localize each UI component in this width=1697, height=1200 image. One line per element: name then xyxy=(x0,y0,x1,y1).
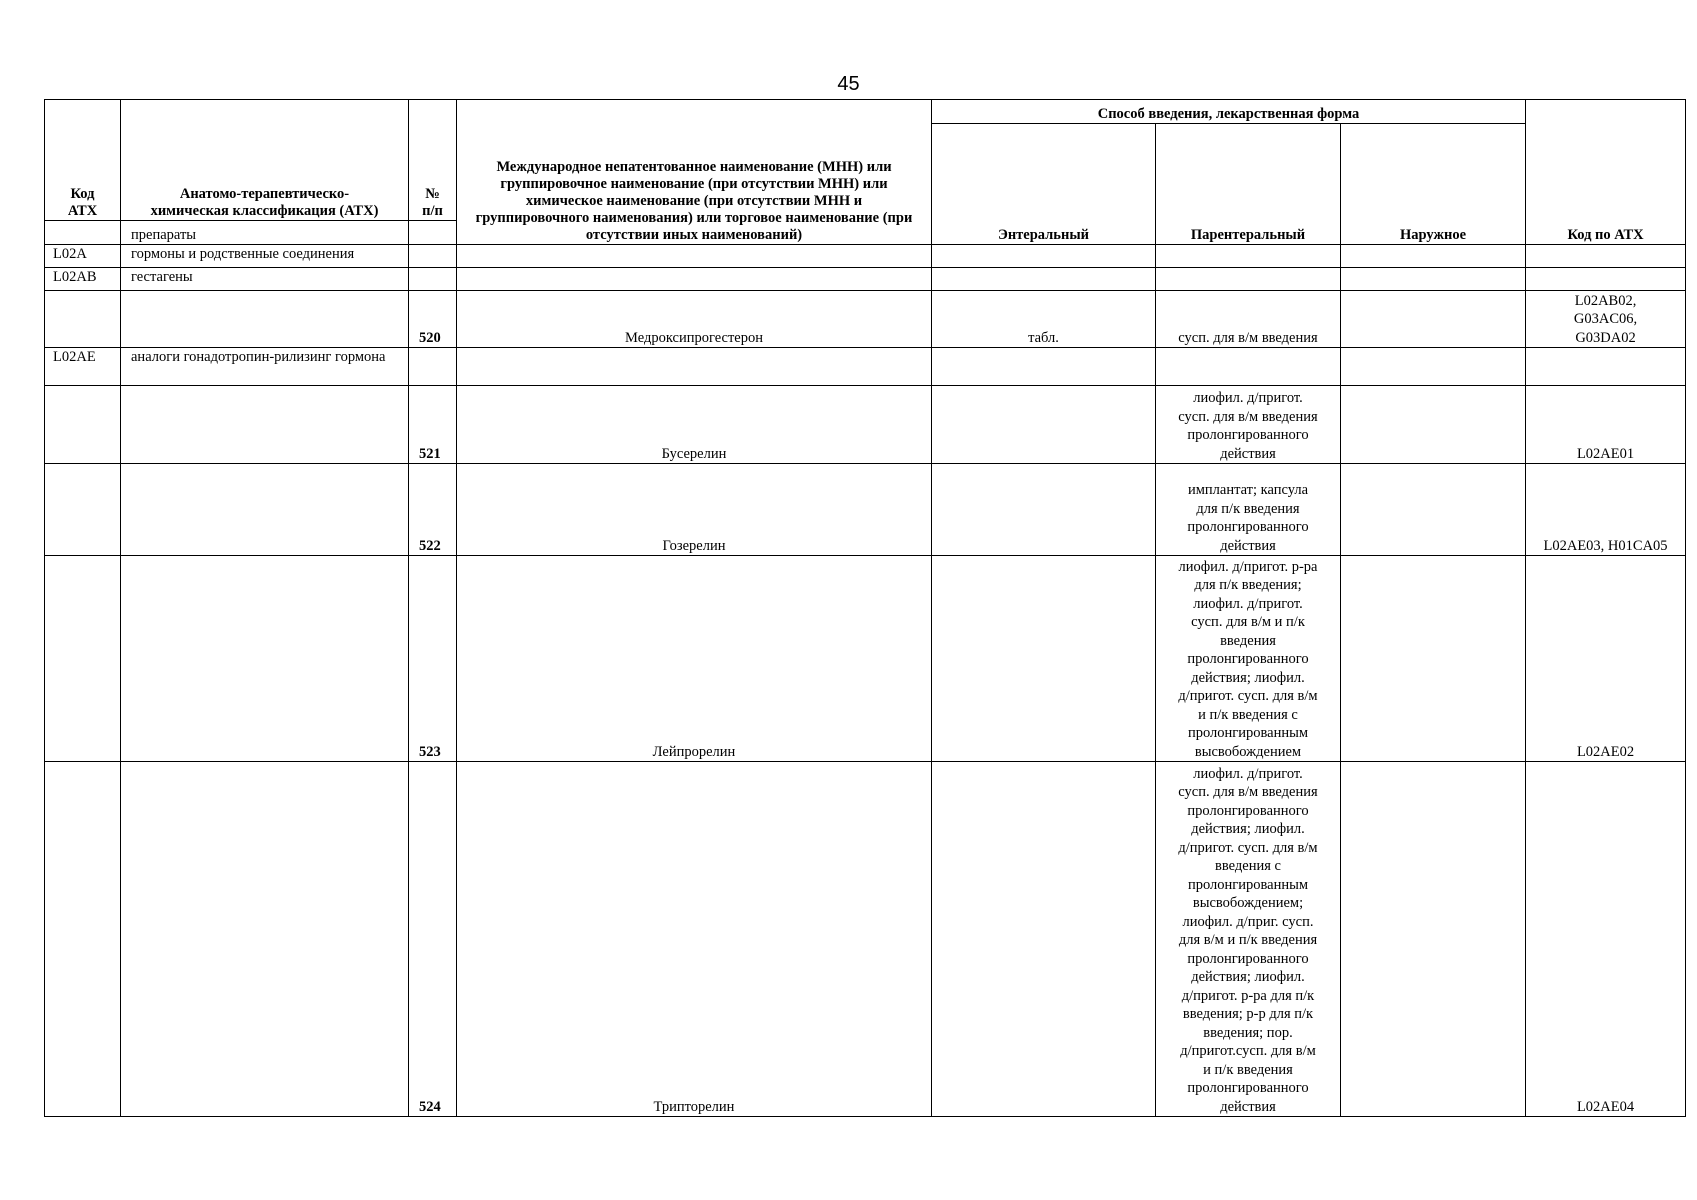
row-mnn xyxy=(457,245,932,268)
row-parenteral xyxy=(1156,268,1341,291)
row-mnn xyxy=(457,348,932,386)
row-external xyxy=(1341,268,1526,291)
drug-table xyxy=(44,99,1686,1117)
row-enteral xyxy=(932,556,1156,762)
header-classification: Анатомо-терапевтическо- химическая классификация (АТХ) xyxy=(121,100,409,221)
table-row xyxy=(45,245,1686,268)
row-code xyxy=(45,464,121,556)
row-enteral xyxy=(932,464,1156,556)
row-external xyxy=(1341,386,1526,464)
row-external xyxy=(1341,762,1526,1117)
row-enteral: табл. xyxy=(932,291,1156,348)
row-classification xyxy=(121,762,409,1117)
row-enteral xyxy=(932,762,1156,1117)
row-code: L02A xyxy=(45,245,121,268)
header-row-1 xyxy=(45,100,1686,124)
row-parenteral xyxy=(1156,245,1341,268)
row-mnn xyxy=(457,268,932,291)
header-external: Наружное xyxy=(1341,124,1526,245)
row-mnn: Бусерелин xyxy=(457,386,932,464)
row-mnn: Гозерелин xyxy=(457,464,932,556)
row-external xyxy=(1341,464,1526,556)
row-classification: гестагены xyxy=(121,268,409,291)
row-code: L02AB xyxy=(45,268,121,291)
row-atx: L02AB02, G03AC06, G03DA02 xyxy=(1526,291,1686,348)
row-enteral xyxy=(932,268,1156,291)
table-row xyxy=(45,556,1686,762)
page-number: 45 xyxy=(837,73,860,95)
row-parenteral: лиофил. д/пригот. р-ра для п/к введения; лиофил. д/пригот. сусп. для в/м и п/к введения пролонгированного действия; лиофил. д/пригот. сусп. для в/м и п/к введения с пролонгированным высвобождением xyxy=(1156,556,1341,762)
row-atx xyxy=(1526,268,1686,291)
header-enteral: Энтеральный xyxy=(932,124,1156,245)
header-classification-sub: препараты xyxy=(121,221,409,245)
row-external xyxy=(1341,348,1526,386)
header-atx-code: Код по АТХ xyxy=(1526,100,1686,245)
row-enteral xyxy=(932,348,1156,386)
row-mnn: Медроксипрогестерон xyxy=(457,291,932,348)
table-row xyxy=(45,386,1686,464)
row-num: 523 xyxy=(409,556,457,762)
row-atx: L02AE03, H01CA05 xyxy=(1526,464,1686,556)
row-code: L02AE xyxy=(45,348,121,386)
row-num: 522 xyxy=(409,464,457,556)
row-num: 524 xyxy=(409,762,457,1117)
row-num: 520 xyxy=(409,291,457,348)
header-code-atx: Код АТХ xyxy=(45,100,121,221)
table-row xyxy=(45,464,1686,556)
table-row xyxy=(45,291,1686,348)
table-row xyxy=(45,348,1686,386)
row-num xyxy=(409,268,457,291)
row-code xyxy=(45,386,121,464)
header-parenteral: Парентеральный xyxy=(1156,124,1341,245)
row-enteral xyxy=(932,245,1156,268)
row-atx: L02AE04 xyxy=(1526,762,1686,1117)
row-classification xyxy=(121,386,409,464)
row-parenteral: лиофил. д/пригот. сусп. для в/м введения пролонгированного действия xyxy=(1156,386,1341,464)
row-parenteral xyxy=(1156,348,1341,386)
row-code xyxy=(45,762,121,1117)
row-parenteral: имплантат; капсула для п/к введения пролонгированного действия xyxy=(1156,464,1341,556)
header-route-group: Способ введения, лекарственная форма xyxy=(932,100,1526,124)
row-enteral xyxy=(932,386,1156,464)
row-atx: L02AE02 xyxy=(1526,556,1686,762)
row-parenteral: лиофил. д/пригот. сусп. для в/м введения пролонгированного действия; лиофил. д/пригот. сусп. для в/м введения с пролонгированным высвобождением; лиофил. д/приг. сусп. для в/м и п/к введения пролонгированного действия; лиофил. д/пригот. р-ра для п/к введения; р-р для п/к введения; пор. д/пригот.сусп. для в/м и п/к введения пролонгированного действия xyxy=(1156,762,1341,1117)
row-classification xyxy=(121,556,409,762)
row-code xyxy=(45,556,121,762)
row-atx xyxy=(1526,245,1686,268)
header-mnn: Международное непатентованное наименование (МНН) или группировочное наименование (при отсутствии МНН) или химическое наименование (при отсутствии МНН и группировочного наименования) или торговое наименование (при отсутствии иных наименований) xyxy=(457,100,932,245)
row-parenteral: сусп. для в/м введения xyxy=(1156,291,1341,348)
row-num: 521 xyxy=(409,386,457,464)
row-mnn: Трипторелин xyxy=(457,762,932,1117)
row-atx: L02AE01 xyxy=(1526,386,1686,464)
row-atx xyxy=(1526,348,1686,386)
header-num-sub xyxy=(409,221,457,245)
table-row xyxy=(45,268,1686,291)
row-code xyxy=(45,291,121,348)
row-classification xyxy=(121,291,409,348)
header-code-sub xyxy=(45,221,121,245)
row-classification: гормоны и родственные соединения xyxy=(121,245,409,268)
row-num xyxy=(409,348,457,386)
row-classification xyxy=(121,464,409,556)
table-row xyxy=(45,762,1686,1117)
row-classification: аналоги гонадотропин-рилизинг гормона xyxy=(121,348,409,386)
row-external xyxy=(1341,291,1526,348)
row-mnn: Лейпрорелин xyxy=(457,556,932,762)
header-num: № п/п xyxy=(409,100,457,221)
row-external xyxy=(1341,556,1526,762)
row-num xyxy=(409,245,457,268)
row-external xyxy=(1341,245,1526,268)
